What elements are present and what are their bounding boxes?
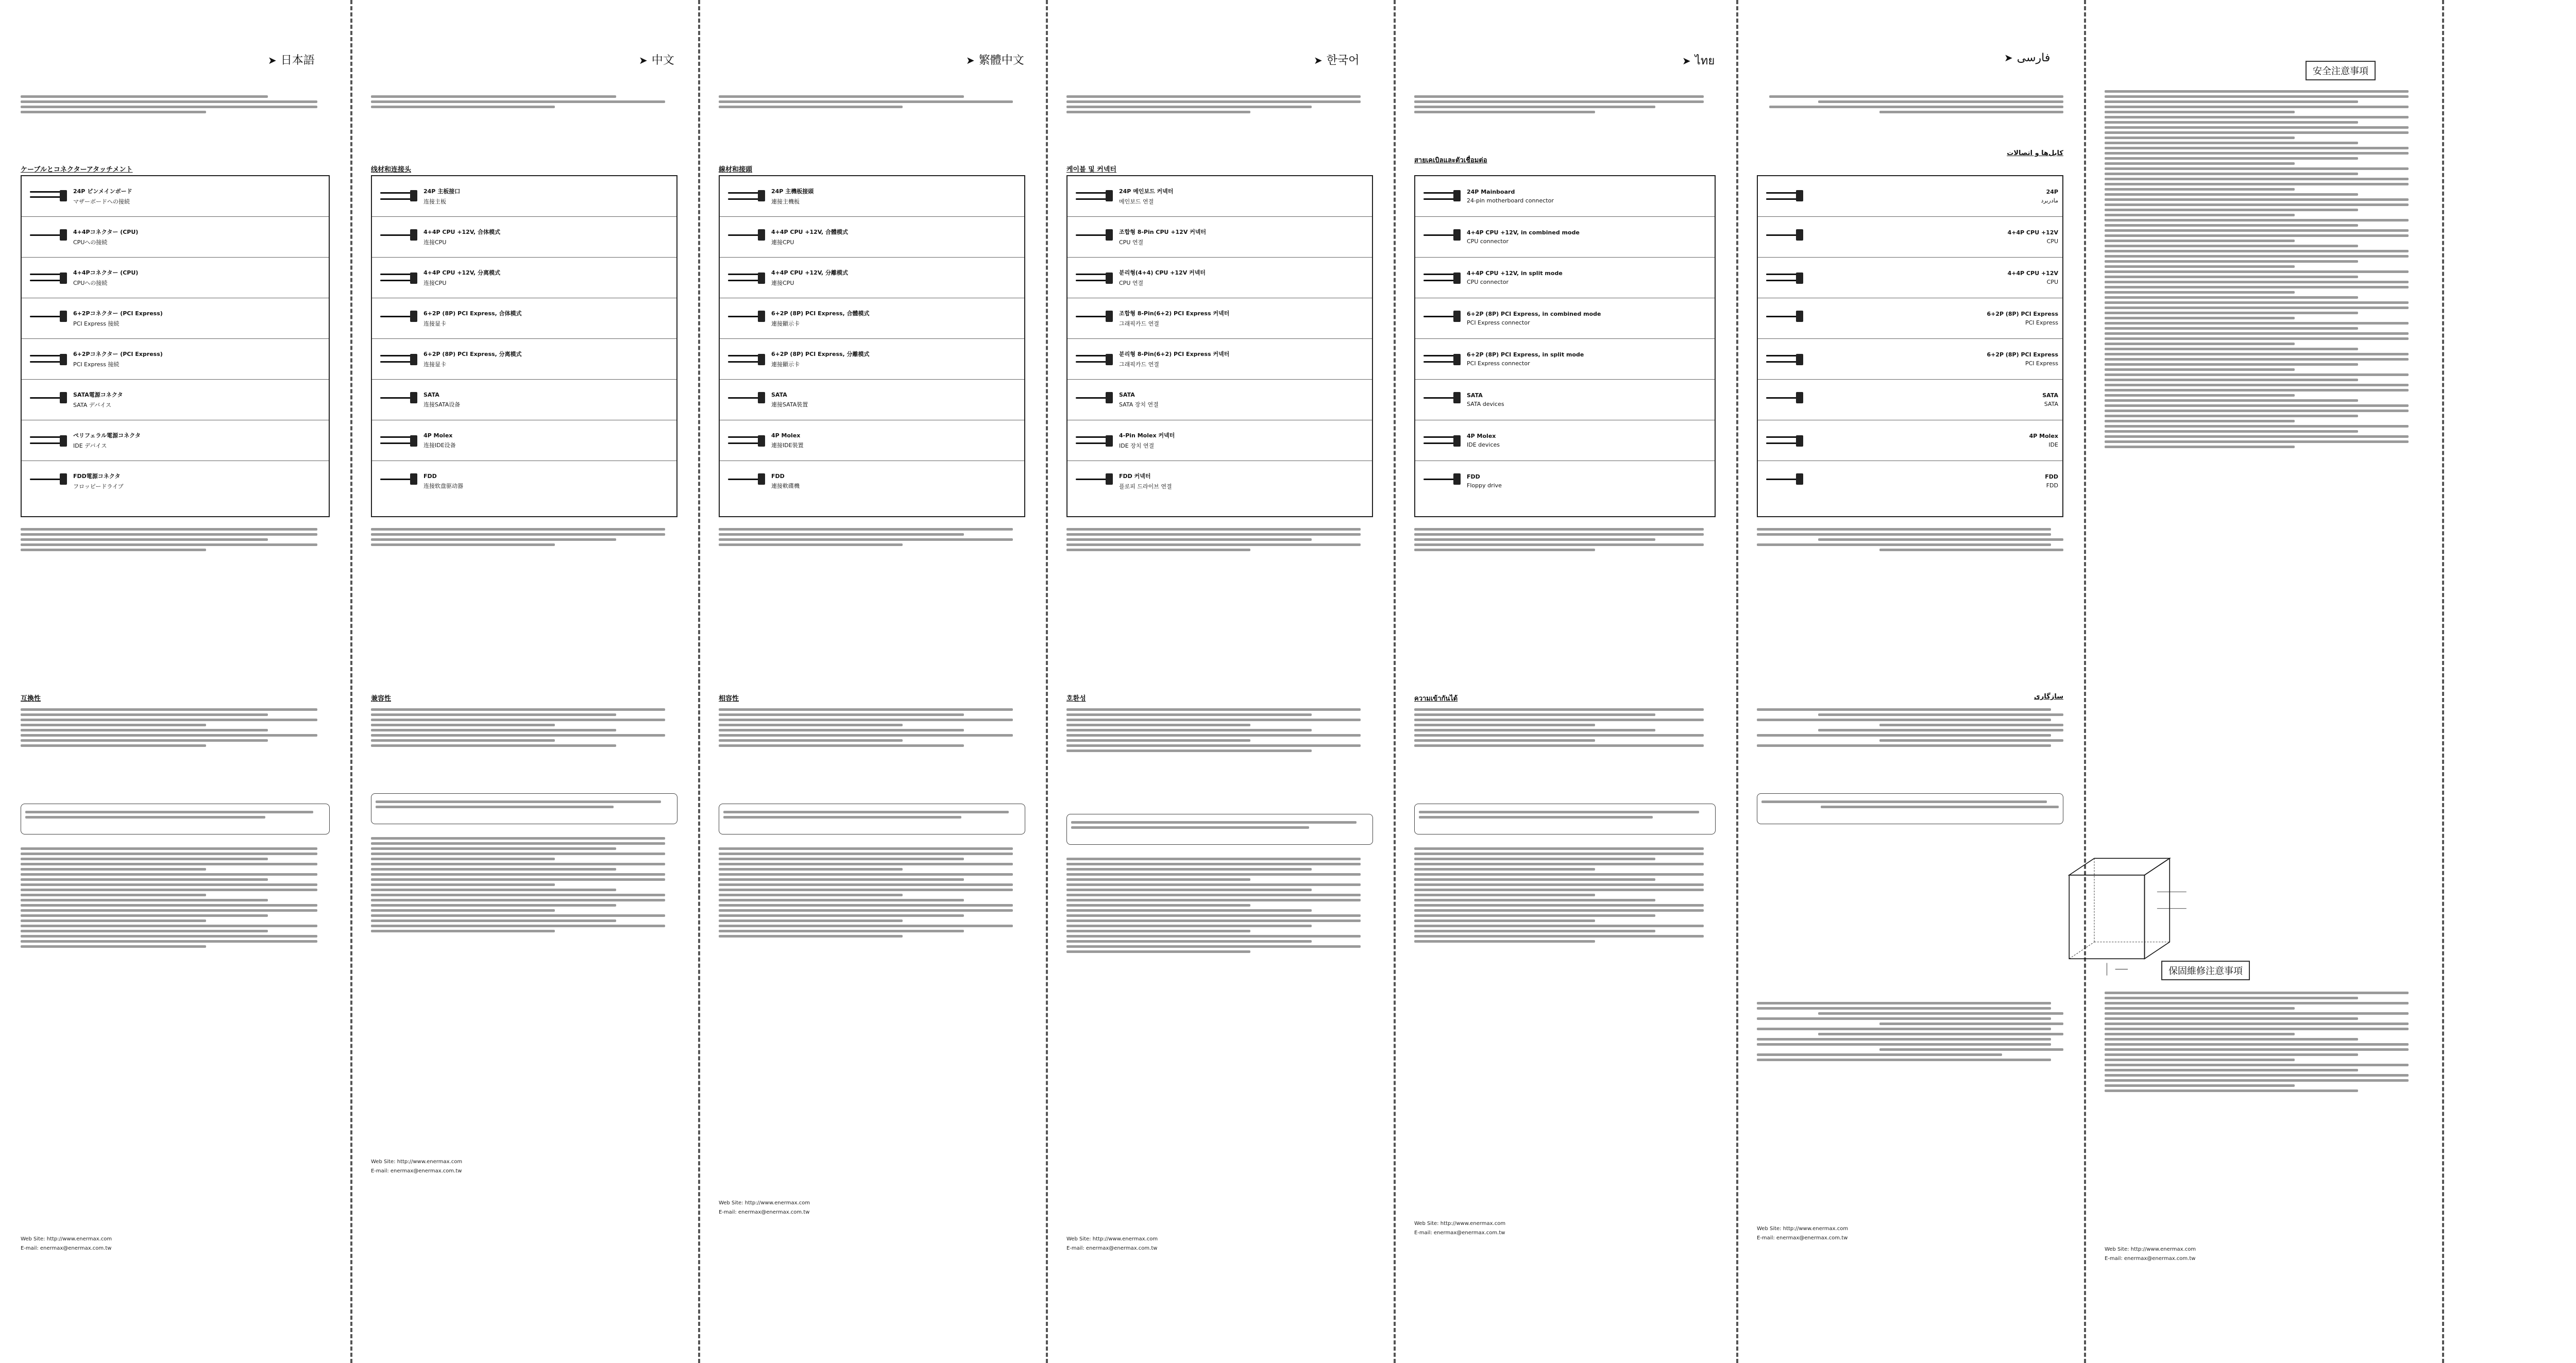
- cable-connector-icon: [725, 344, 766, 374]
- cable-connector-icon: [377, 222, 418, 252]
- cable-row: 6+2P (8P) PCI Express, in split mode PCI Express connector: [1415, 339, 1715, 380]
- safety-title: 安全注意事項: [2306, 61, 2376, 80]
- intro-text: [21, 93, 330, 116]
- body-text: [1066, 706, 1373, 755]
- cable-connector-icon: [27, 303, 68, 334]
- cable-connector-icon: [1073, 262, 1114, 293]
- cable-row: 4+4P CPU +12V, in combined mode CPU connector: [1415, 217, 1715, 258]
- chevron-right-icon: ➤: [268, 54, 277, 66]
- cable-row: 조합형 8-Pin(6+2) PCI Express 커넥터 그래픽카드 연결: [1067, 298, 1372, 339]
- column-zh: [350, 0, 698, 1363]
- cable-connector-icon: [27, 384, 68, 415]
- cable-connector-icon: [1763, 222, 1804, 252]
- body-text: [1757, 706, 2063, 749]
- footnote-text: [1414, 525, 1716, 554]
- intro-text: [719, 93, 1025, 111]
- cable-connector-icon: [1763, 303, 1804, 334]
- body-text: [21, 706, 330, 749]
- section-title: 호환성: [1066, 695, 1086, 703]
- column-ja: [0, 0, 350, 1363]
- cable-row: FDD 커넥터 플로피 드라이브 연결: [1067, 461, 1372, 501]
- cable-row: SATA SATA: [1758, 380, 2062, 420]
- note-box: [1066, 814, 1373, 845]
- cable-connector-icon: [1763, 384, 1804, 415]
- cable-connector-icon: [1420, 303, 1462, 334]
- cable-connector-icon: [725, 303, 766, 334]
- chevron-right-icon: ➤: [2004, 52, 2013, 64]
- cable-row: 24P مادربرد: [1758, 176, 2062, 217]
- cable-row: 24P Mainboard 24-pin motherboard connector: [1415, 176, 1715, 217]
- cable-row: 6+2Pコネクター (PCI Express) PCI Express 接続: [22, 339, 329, 380]
- cable-row: SATA SATA devices: [1415, 380, 1715, 420]
- cable-connector-icon: [1073, 181, 1114, 212]
- cable-connector-icon: [1763, 344, 1804, 374]
- footnote-text: [21, 525, 330, 554]
- body-text: [1414, 706, 1716, 749]
- body-text: [719, 706, 1025, 749]
- cable-connector-icon: [1420, 425, 1462, 456]
- cable-row: 4+4P CPU +12V, 分離模式 連接CPU: [720, 258, 1024, 298]
- note-box: [1757, 793, 2063, 824]
- cable-connector-icon: [1073, 303, 1114, 334]
- email-text: E-mail: enermax@enermax.com.tw: [719, 1209, 810, 1215]
- cable-connector-icon: [1763, 262, 1804, 293]
- cable-row: 4+4P CPU +12V, 分离模式 连接CPU: [372, 258, 676, 298]
- cable-row: 6+2Pコネクター (PCI Express) PCI Express 接続: [22, 298, 329, 339]
- cable-row: 24P 메인보드 커넥터 메인보드 연결: [1067, 176, 1372, 217]
- note-box: [1414, 804, 1716, 834]
- cable-connector-icon: [1073, 384, 1114, 415]
- section-title: 케이블 및 커넥터: [1066, 166, 1116, 174]
- cable-connector-icon: [377, 181, 418, 212]
- body-text: [1066, 855, 1373, 956]
- cable-connector-icon: [725, 222, 766, 252]
- intro-text: [371, 93, 677, 111]
- cable-row: 4P Molex 连接IDE设备: [372, 420, 676, 461]
- cable-row: FDD Floppy drive: [1415, 461, 1715, 501]
- cable-connector-icon: [1420, 384, 1462, 415]
- footnote-text: [719, 525, 1025, 549]
- cable-row: 24P ピンメインボード マザーボードへの接続: [22, 176, 329, 217]
- cable-row: 4+4P CPU +12V, 合體模式 連接CPU: [720, 217, 1024, 258]
- cable-row: FDD電源コネクタ フロッピードライブ: [22, 461, 329, 501]
- web-site-text: Web Site: http://www.enermax.com: [1757, 1226, 1849, 1232]
- section-title: 互換性: [21, 695, 41, 703]
- intro-text: [1066, 93, 1373, 116]
- footnote-text: [371, 525, 677, 549]
- email-text: E-mail: enermax@enermax.com.tw: [1414, 1230, 1505, 1236]
- email-text: E-mail: enermax@enermax.com.tw: [2105, 1256, 2196, 1262]
- language-heading: ➤ 中文: [639, 54, 674, 67]
- email-text: E-mail: enermax@enermax.com.tw: [1757, 1235, 1848, 1241]
- cable-row: 24P 主板接口 连接主板: [372, 176, 676, 217]
- body-text: [371, 706, 677, 749]
- column-ko: [1046, 0, 1394, 1363]
- cable-row: 4-Pin Molex 커넥터 IDE 장치 연결: [1067, 420, 1372, 461]
- section-title: کابل‌ها و اتصالات: [2007, 149, 2063, 157]
- web-site-text: Web Site: http://www.enermax.com: [21, 1236, 112, 1242]
- note-box: [719, 804, 1025, 834]
- cable-row: 4P Molex IDE: [1758, 420, 2062, 461]
- cable-row: 6+2P (8P) PCI Express, 分離模式 連接顯示卡: [720, 339, 1024, 380]
- cable-connector-icon: [1420, 181, 1462, 212]
- cable-row: SATA 連接SATA裝置: [720, 380, 1024, 420]
- cable-connector-icon: [725, 181, 766, 212]
- web-site-text: Web Site: http://www.enermax.com: [719, 1200, 810, 1206]
- body-text: [371, 834, 677, 935]
- cable-row: FDD 連接軟碟機: [720, 461, 1024, 501]
- cable-connector-icon: [377, 303, 418, 334]
- column-safety: [2084, 0, 2442, 1363]
- cable-connector-icon: [27, 344, 68, 374]
- email-text: E-mail: enermax@enermax.com.tw: [21, 1246, 112, 1251]
- body-text: [719, 845, 1025, 940]
- cable-connector-icon: [27, 181, 68, 212]
- cable-connector-icon: [1420, 466, 1462, 497]
- cable-connector-icon: [1763, 466, 1804, 497]
- cable-connector-icon: [725, 425, 766, 456]
- cable-connector-icon: [27, 466, 68, 497]
- language-heading: ➤ فارسی: [2004, 52, 2050, 64]
- cable-row: 6+2P (8P) PCI Express PCI Express: [1758, 339, 2062, 380]
- section-title: สายเคเบิลและตัวเชื่อมต่อ: [1414, 157, 1487, 164]
- cable-row: 4+4P CPU +12V, 合体模式 连接CPU: [372, 217, 676, 258]
- cable-row: 6+2P (8P) PCI Express, 分离模式 连接显卡: [372, 339, 676, 380]
- email-text: E-mail: enermax@enermax.com.tw: [371, 1168, 462, 1174]
- cable-table: [1414, 175, 1716, 517]
- body-text: [21, 845, 330, 950]
- cable-connector-icon: [27, 425, 68, 456]
- cable-table: [719, 175, 1025, 517]
- cable-connector-icon: [27, 262, 68, 293]
- cable-table: [1066, 175, 1373, 517]
- chevron-right-icon: ➤: [1314, 54, 1323, 66]
- cable-connector-icon: [725, 384, 766, 415]
- web-site-text: Web Site: http://www.enermax.com: [1066, 1236, 1158, 1242]
- cable-connector-icon: [1420, 344, 1462, 374]
- cable-connector-icon: [1073, 344, 1114, 374]
- cable-connector-icon: [1073, 466, 1114, 497]
- cable-connector-icon: [725, 262, 766, 293]
- cable-connector-icon: [1763, 425, 1804, 456]
- note-box: [371, 793, 677, 824]
- cable-connector-icon: [27, 222, 68, 252]
- body-text: [1757, 999, 2063, 1064]
- email-text: E-mail: enermax@enermax.com.tw: [1066, 1246, 1158, 1251]
- note-box: [21, 804, 330, 834]
- column-fa: [1736, 0, 2084, 1363]
- cable-connector-icon: [1073, 222, 1114, 252]
- cable-row: 4+4P CPU +12V CPU: [1758, 258, 2062, 298]
- cable-row: SATA SATA 장치 연결: [1067, 380, 1372, 420]
- cable-row: FDD FDD: [1758, 461, 2062, 501]
- cable-connector-icon: [377, 262, 418, 293]
- chevron-right-icon: ➤: [639, 54, 648, 66]
- language-heading: ➤ 한국어: [1314, 54, 1360, 67]
- section-title: ความเข้ากันได้: [1414, 695, 1458, 703]
- cable-connector-icon: [377, 425, 418, 456]
- web-site-text: Web Site: http://www.enermax.com: [2105, 1247, 2196, 1252]
- cable-row: 24P 主機板接頭 連接主機板: [720, 176, 1024, 217]
- language-heading: ➤ 日本語: [268, 54, 315, 67]
- cable-row: 4+4P CPU +12V, in split mode CPU connector: [1415, 258, 1715, 298]
- chevron-right-icon: ➤: [966, 54, 975, 66]
- cable-row: 분리형(4+4) CPU +12V 커넥터 CPU 연결: [1067, 258, 1372, 298]
- cable-row: 4P Molex 連接IDE裝置: [720, 420, 1024, 461]
- footnote-text: [1757, 525, 2063, 554]
- section-title: 相容性: [719, 695, 739, 703]
- cable-row: SATA 连接SATA设备: [372, 380, 676, 420]
- column-zh-tw: [698, 0, 1046, 1363]
- warranty-text: [2105, 989, 2421, 1095]
- section-title: 线材和连接头: [371, 166, 412, 174]
- footnote-text: [1066, 525, 1373, 554]
- cable-row: 6+2P (8P) PCI Express, in combined mode PCI Express connector: [1415, 298, 1715, 339]
- warranty-title: 保固維修注意事項: [2161, 961, 2250, 980]
- web-site-text: Web Site: http://www.enermax.com: [1414, 1221, 1506, 1226]
- fold-line: [2442, 0, 2444, 1363]
- cable-row: 6+2P (8P) PCI Express, 合体模式 连接显卡: [372, 298, 676, 339]
- cable-row: SATA電源コネクタ SATA デバイス: [22, 380, 329, 420]
- cable-row: 4+4Pコネクター (CPU) CPUへの接続: [22, 217, 329, 258]
- body-text: [1414, 845, 1716, 945]
- cable-connector-icon: [377, 384, 418, 415]
- cable-table: [371, 175, 677, 517]
- language-heading: ➤ 繁體中文: [966, 54, 1024, 67]
- cable-row: ペリフェラル電源コネクタ IDE デバイス: [22, 420, 329, 461]
- cable-row: 조합형 8-Pin CPU +12V 커넥터 CPU 연결: [1067, 217, 1372, 258]
- cable-row: 4+4Pコネクター (CPU) CPUへの接続: [22, 258, 329, 298]
- safety-text: [2105, 88, 2421, 451]
- section-title: 兼容性: [371, 695, 392, 703]
- section-title: سازگاری: [2034, 693, 2063, 701]
- cable-connector-icon: [725, 466, 766, 497]
- cable-connector-icon: [1420, 222, 1462, 252]
- cable-row: FDD 连接软盘驱动器: [372, 461, 676, 501]
- intro-text: [1757, 93, 2063, 116]
- cable-connector-icon: [1073, 425, 1114, 456]
- section-title: ケーブルとコネクターアタッチメント: [21, 166, 133, 174]
- cable-row: 분리형 8-Pin(6+2) PCI Express 커넥터 그래픽카드 연결: [1067, 339, 1372, 380]
- column-th: [1394, 0, 1736, 1363]
- language-heading: ➤ ไทย: [1682, 55, 1715, 67]
- cable-row: 4P Molex IDE devices: [1415, 420, 1715, 461]
- cable-connector-icon: [377, 466, 418, 497]
- chevron-right-icon: ➤: [1682, 55, 1691, 67]
- cable-row: 6+2P (8P) PCI Express PCI Express: [1758, 298, 2062, 339]
- web-site-text: Web Site: http://www.enermax.com: [371, 1159, 463, 1165]
- cable-row: 6+2P (8P) PCI Express, 合體模式 連接顯示卡: [720, 298, 1024, 339]
- intro-text: [1414, 93, 1716, 116]
- cable-connector-icon: [1420, 262, 1462, 293]
- cable-table: [21, 175, 330, 517]
- cable-connector-icon: [377, 344, 418, 374]
- cable-connector-icon: [1763, 181, 1804, 212]
- cable-table: [1757, 175, 2063, 517]
- section-title: 線材和接頭: [719, 166, 753, 174]
- cable-row: 4+4P CPU +12V CPU: [1758, 217, 2062, 258]
